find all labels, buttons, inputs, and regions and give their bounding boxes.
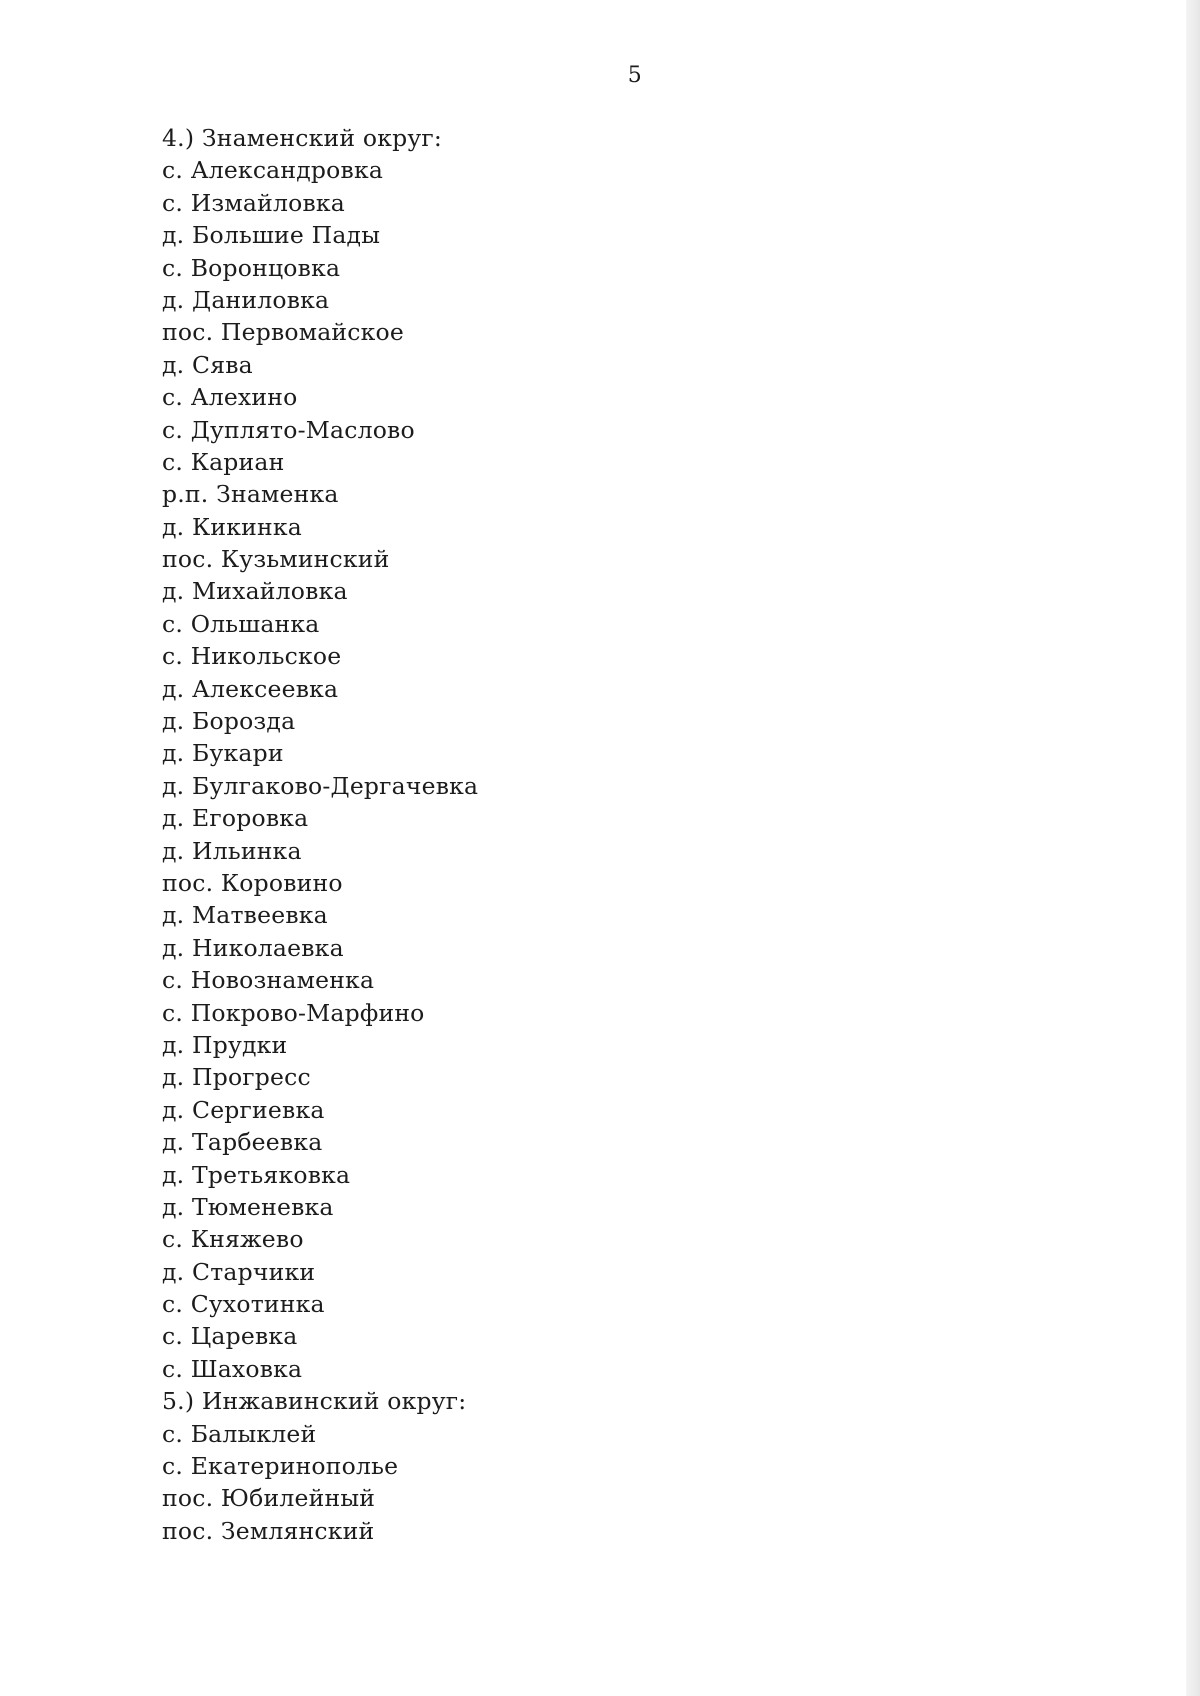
list-item: с. Сухотинка [162,1290,325,1319]
list-item: с. Кариан [162,447,285,476]
list-item: с. Воронцовка [162,253,341,282]
page-number: 5 [627,63,643,88]
list-item: с. Дуплято-Маслово [162,415,415,444]
list-item: д. Третьяковка [162,1160,351,1189]
list-item: д. Матвеевка [162,901,328,930]
list-item: с. Никольское [162,642,342,671]
list-item: с. Новознаменка [162,966,375,995]
list-item: д. Большие Пады [162,221,381,250]
list-item: д. Даниловка [162,285,330,314]
list-item: д. Букари [162,739,284,768]
list-item: пос. Коровино [162,868,343,897]
list-item: д. Сява [162,350,253,379]
list-item: д. Егоровка [162,804,309,833]
list-item: р.п. Знаменка [162,480,339,509]
list-item: д. Тарбеевка [162,1128,323,1157]
list-item: д. Прудки [162,1030,288,1059]
list-item: д. Алексеевка [162,674,339,703]
list-item: с. Ольшанка [162,609,320,638]
list-item: с. Александровка [162,156,384,185]
list-item: д. Ильинка [162,836,302,865]
list-item: с. Княжево [162,1225,304,1254]
list-item: д. Прогресс [162,1063,311,1092]
list-item: д. Булгаково-Дергачевка [162,771,479,800]
list-item: с. Покрово-Марфино [162,998,425,1027]
list-item: пос. Юбилейный [162,1484,376,1513]
list-item: пос. Первомайское [162,318,404,347]
list-item: пос. Кузьминский [162,545,390,574]
list-item: д. Михайловка [162,577,348,606]
list-item: с. Шаховка [162,1354,303,1383]
scan-edge-shadow [1186,0,1200,1696]
list-item: с. Царевка [162,1322,298,1351]
list-item: д. Кикинка [162,512,302,541]
list-item: с. Екатеринополье [162,1452,399,1481]
section-heading-inzhavinsky: 5.) Инжавинский округ: [162,1387,467,1416]
list-item: д. Сергиевка [162,1095,325,1124]
list-item: с. Измайловка [162,188,345,217]
list-item: д. Николаевка [162,933,344,962]
list-item: д. Тюменевка [162,1192,334,1221]
list-item: пос. Землянский [162,1516,375,1545]
list-item: с. Алехино [162,383,298,412]
section-heading-znamensky: 4.) Знаменский округ: [162,124,443,152]
settlement-list [162,122,882,1547]
list-item: с. Балыклей [162,1419,317,1448]
list-item: д. Старчики [162,1257,316,1286]
list-item: д. Борозда [162,707,296,736]
